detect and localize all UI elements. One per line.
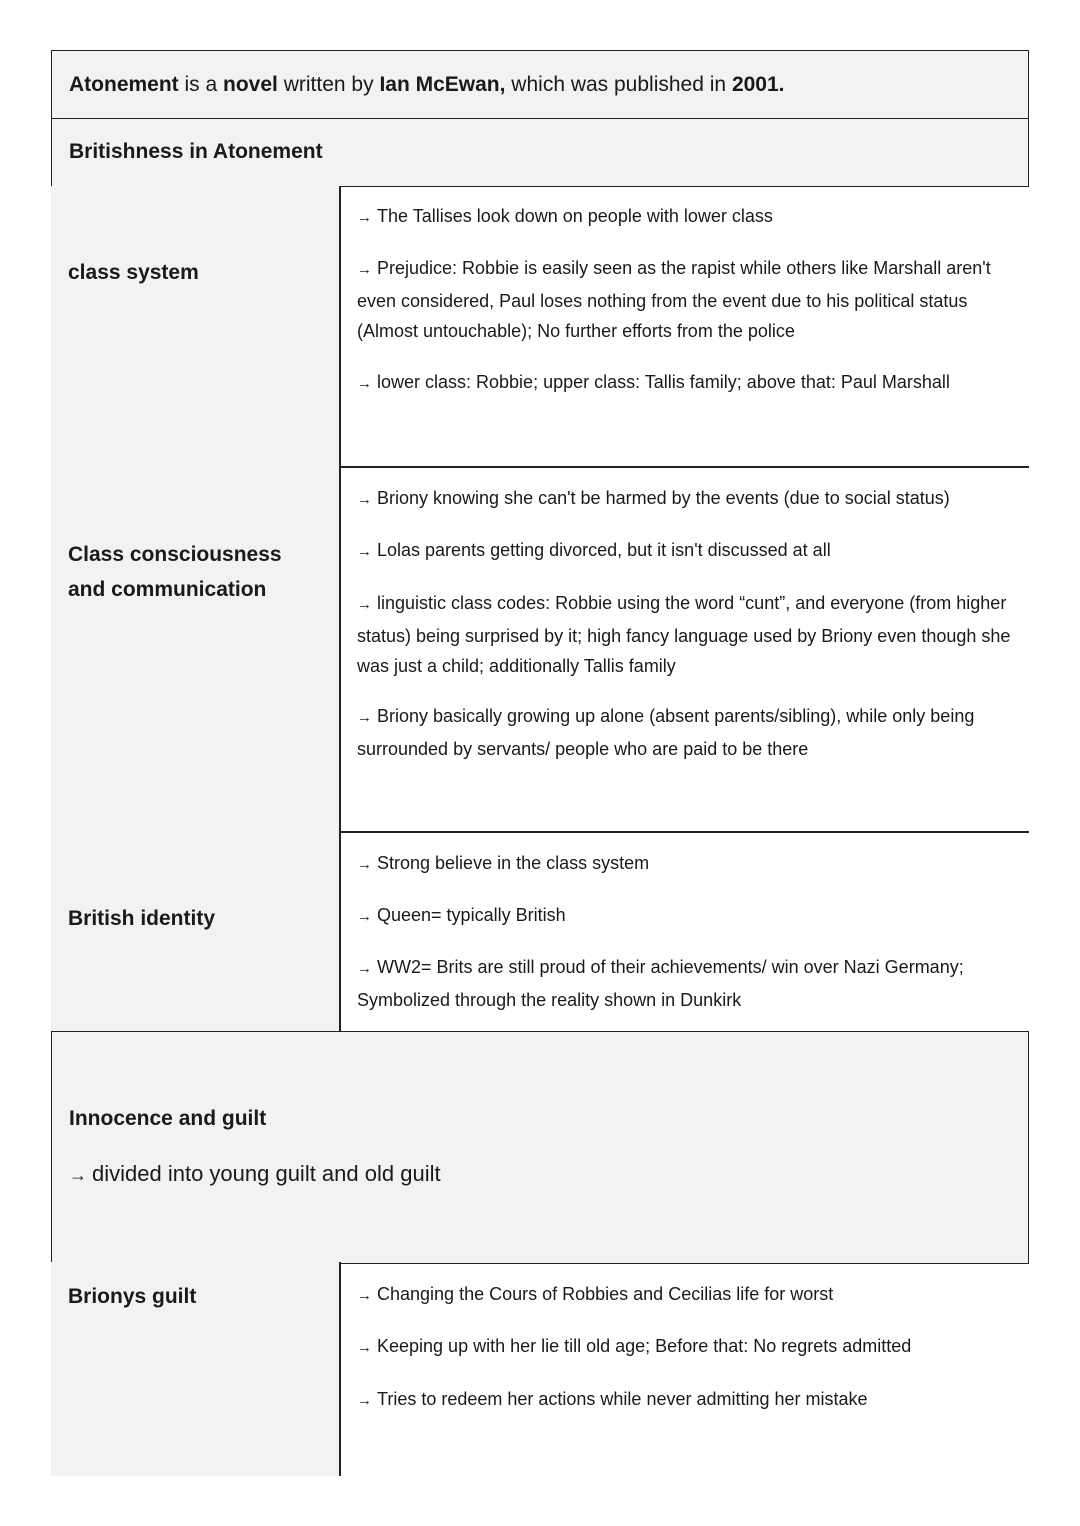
arrow-icon: → — [357, 1392, 372, 1409]
innocence-subtitle-line — [69, 1157, 441, 1192]
intro-text-2: written by — [277, 73, 380, 96]
bullet-text: lower class: Robbie; upper class: Tallis family; above that: Paul Marshall — [377, 372, 950, 392]
section-title: Britishness in Atonement — [69, 140, 323, 163]
topic-cell — [51, 186, 339, 468]
arrow-icon: → — [357, 491, 372, 508]
intro-title: Atonement — [69, 73, 179, 96]
bullet-text: Tries to redeem her actions while never admitting her mistake — [377, 1389, 868, 1409]
topic-cell — [51, 1262, 339, 1476]
bullet-item — [357, 1279, 1015, 1312]
arrow-icon: → — [357, 375, 372, 392]
arrow-icon: → — [357, 261, 372, 278]
intro-text-3: which was published in — [505, 73, 732, 96]
topic-label: Brionys guilt — [68, 1285, 197, 1308]
bullet-text: Strong believe in the class system — [377, 853, 650, 873]
section-heading-box — [51, 118, 1029, 187]
bullet-item — [357, 367, 1015, 400]
bullet-item — [357, 535, 1015, 568]
bullet-text: Briony knowing she can't be harmed by the events (due to social status) — [377, 488, 950, 508]
column-divider — [339, 186, 341, 468]
arrow-icon: → — [357, 543, 372, 560]
topic-label: class system — [68, 261, 199, 284]
column-divider — [339, 831, 341, 1033]
bullet-item — [357, 701, 1015, 764]
topic-row-british-identity — [51, 831, 1029, 1033]
intro-text-1: is a — [178, 73, 224, 96]
bullet-text: Queen= typically British — [377, 905, 566, 925]
bullet-text: Prejudice: Robbie is easily seen as the rapist while others like Marshall aren't even considered, Paul loses nothing from the event due to his political status (Almost untouchable); No further efforts from the police — [357, 258, 991, 341]
topic-label: Class consciousness and communication — [68, 543, 282, 601]
bullet-text: Lolas parents getting divorced, but it isn't discussed at all — [377, 540, 831, 560]
topic-row-class-system — [51, 186, 1029, 468]
arrow-icon: → — [357, 596, 372, 613]
innocence-title: Innocence and guilt — [69, 1107, 267, 1130]
bullet-text: The Tallises look down on people with lower class — [377, 206, 773, 226]
bullet-text: Changing the Cours of Robbies and Cecilias life for worst — [377, 1284, 834, 1304]
bullet-text: Briony basically growing up alone (absent parents/sibling), while only being surrounded by servants/ people who are paid to be there — [357, 706, 975, 759]
bullet-item — [357, 483, 1015, 516]
column-divider — [339, 466, 341, 833]
column-divider — [339, 1262, 341, 1476]
innocence-subtitle: divided into young guilt and old guilt — [92, 1161, 441, 1186]
intro-author: Ian McEwan, — [379, 73, 506, 96]
bullet-item — [357, 848, 1015, 881]
arrow-icon: → — [357, 856, 372, 873]
bullet-item — [357, 253, 1015, 347]
intro-sentence — [69, 70, 785, 100]
bullet-item — [357, 1331, 1015, 1364]
bullet-text: Keeping up with her lie till old age; Before that: No regrets admitted — [377, 1336, 912, 1356]
intro-year: 2001. — [731, 73, 785, 96]
bullet-text: linguistic class codes: Robbie using the word “cunt”, and everyone (from higher status) being surprised by it; high fancy language used by Briony even though she was just a child; additionally Tallis family — [357, 593, 1011, 676]
bullet-item — [357, 588, 1015, 682]
arrow-icon: → — [357, 709, 372, 726]
bullet-item — [357, 201, 1015, 234]
arrow-icon: → — [357, 1339, 372, 1356]
arrow-icon: → — [357, 960, 372, 977]
arrow-icon: → — [357, 1287, 372, 1304]
arrow-icon: → — [69, 1165, 87, 1185]
topic-cell — [51, 831, 339, 1033]
bullet-item — [357, 1384, 1015, 1417]
topic-row-brionys-guilt — [51, 1262, 1029, 1476]
innocence-guilt-box — [51, 1031, 1029, 1264]
intro-box — [51, 50, 1029, 120]
topic-cell — [51, 466, 339, 833]
arrow-icon: → — [357, 908, 372, 925]
topic-label: British identity — [68, 907, 216, 930]
bullet-item — [357, 900, 1015, 933]
arrow-icon: → — [357, 209, 372, 226]
topic-row-class-consciousness — [51, 466, 1029, 833]
bullet-item — [357, 952, 1015, 1015]
intro-novel: novel — [223, 73, 278, 96]
bullet-text: WW2= Brits are still proud of their achievements/ win over Nazi Germany; Symbolized through the reality shown in Dunkirk — [357, 957, 964, 1010]
